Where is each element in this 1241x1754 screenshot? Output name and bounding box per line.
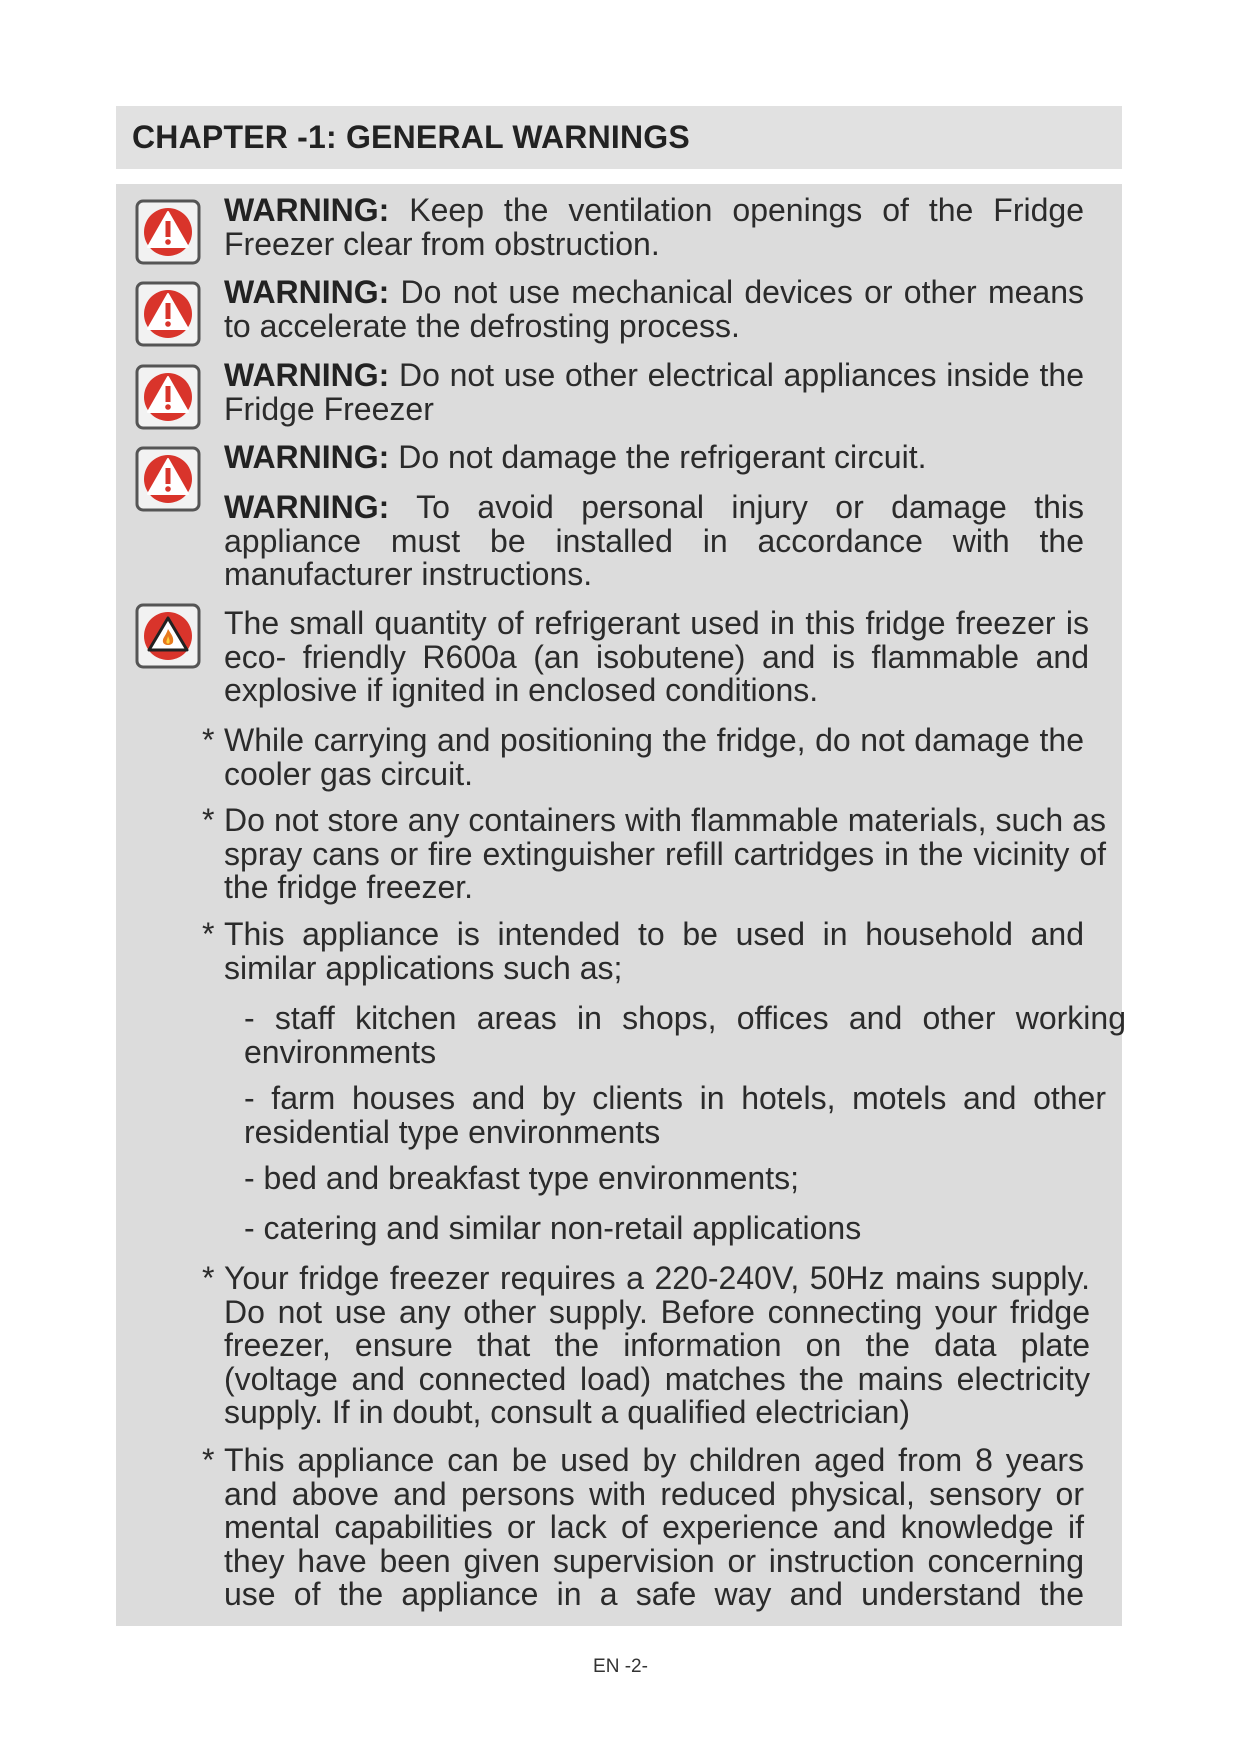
warning-triangle-icon: [135, 446, 201, 512]
bullet-item: Your fridge freezer requires a 220-240V, 50Hz mains supply. Do not use any other supply. Before connecting your fridge freezer, ensure that the information on the data plate (voltage and connected load) matches the mains electricity supply. If in doubt, consult a qualified electrician): [224, 1260, 1090, 1430]
warning-triangle-icon: [135, 199, 201, 265]
warning-text: To avoid personal injury or damage this appliance must be installed in accordance with the manufacturer instructions.: [224, 489, 1084, 592]
warning-text: Keep the ventilation openings of the Fridge Freezer clear from obstruction.: [224, 192, 1084, 262]
warning-label: WARNING:: [224, 439, 390, 475]
bullet-item: Do not store any containers with flammable materials, such as spray cans or fire extinguisher refill cartridges in the vicinity of the fridge freezer.: [224, 802, 1106, 905]
warning-triangle-icon: [135, 281, 201, 347]
warning-text: Do not use other electrical appliances inside the Fridge Freezer: [224, 357, 1084, 427]
warning-5: [224, 491, 1084, 592]
sub-item: - bed and breakfast type environments;: [244, 1160, 799, 1196]
warning-2: [224, 276, 1084, 343]
warning-1: [224, 194, 1084, 261]
sub-item: - farm houses and by clients in hotels, motels and other residential type environments: [244, 1080, 1106, 1150]
bullet-item: While carrying and positioning the fridge, do not damage the cooler gas circuit.: [224, 722, 1084, 792]
bullet-marker: *: [202, 722, 215, 758]
bullet-item: This appliance can be used by children aged from 8 years and above and persons with reduced physical, sensory or mental capabilities or lack of experience and knowledge if they have been given supervision or instruction concerning use of the appliance in a safe way and understand the: [224, 1442, 1084, 1612]
flammable-icon: [135, 603, 201, 669]
warning-triangle-icon: [135, 364, 201, 430]
chapter-title: CHAPTER -1: GENERAL WARNINGS: [132, 119, 690, 155]
warning-label: WARNING:: [224, 489, 390, 525]
warning-label: WARNING:: [224, 192, 390, 228]
warning-text: Do not use mechanical devices or other means to accelerate the defrosting process.: [224, 274, 1084, 344]
warning-label: WARNING:: [224, 357, 390, 393]
bullet-item: This appliance is intended to be used in household and similar applications such as;: [224, 916, 1084, 986]
bullet-marker: *: [202, 802, 215, 838]
warning-3: [224, 359, 1084, 426]
bullet-marker: *: [202, 916, 215, 952]
chapter-header: [116, 106, 1122, 169]
sub-item: - staff kitchen areas in shops, offices and other working environments: [244, 1000, 1126, 1070]
bullet-marker: *: [202, 1260, 215, 1296]
warning-4: [224, 441, 1084, 475]
bullet-marker: *: [202, 1442, 215, 1478]
refrigerant-note: The small quantity of refrigerant used in this fridge freezer is eco- friendly R600a (an isobutene) and is flammable and explosive if ignited in enclosed conditions.: [224, 605, 1089, 708]
warning-label: WARNING:: [224, 274, 390, 310]
page-number: EN -2-: [593, 1656, 648, 1677]
warning-text: Do not damage the refrigerant circuit.: [389, 439, 927, 475]
sub-item: - catering and similar non-retail applications: [244, 1210, 862, 1246]
